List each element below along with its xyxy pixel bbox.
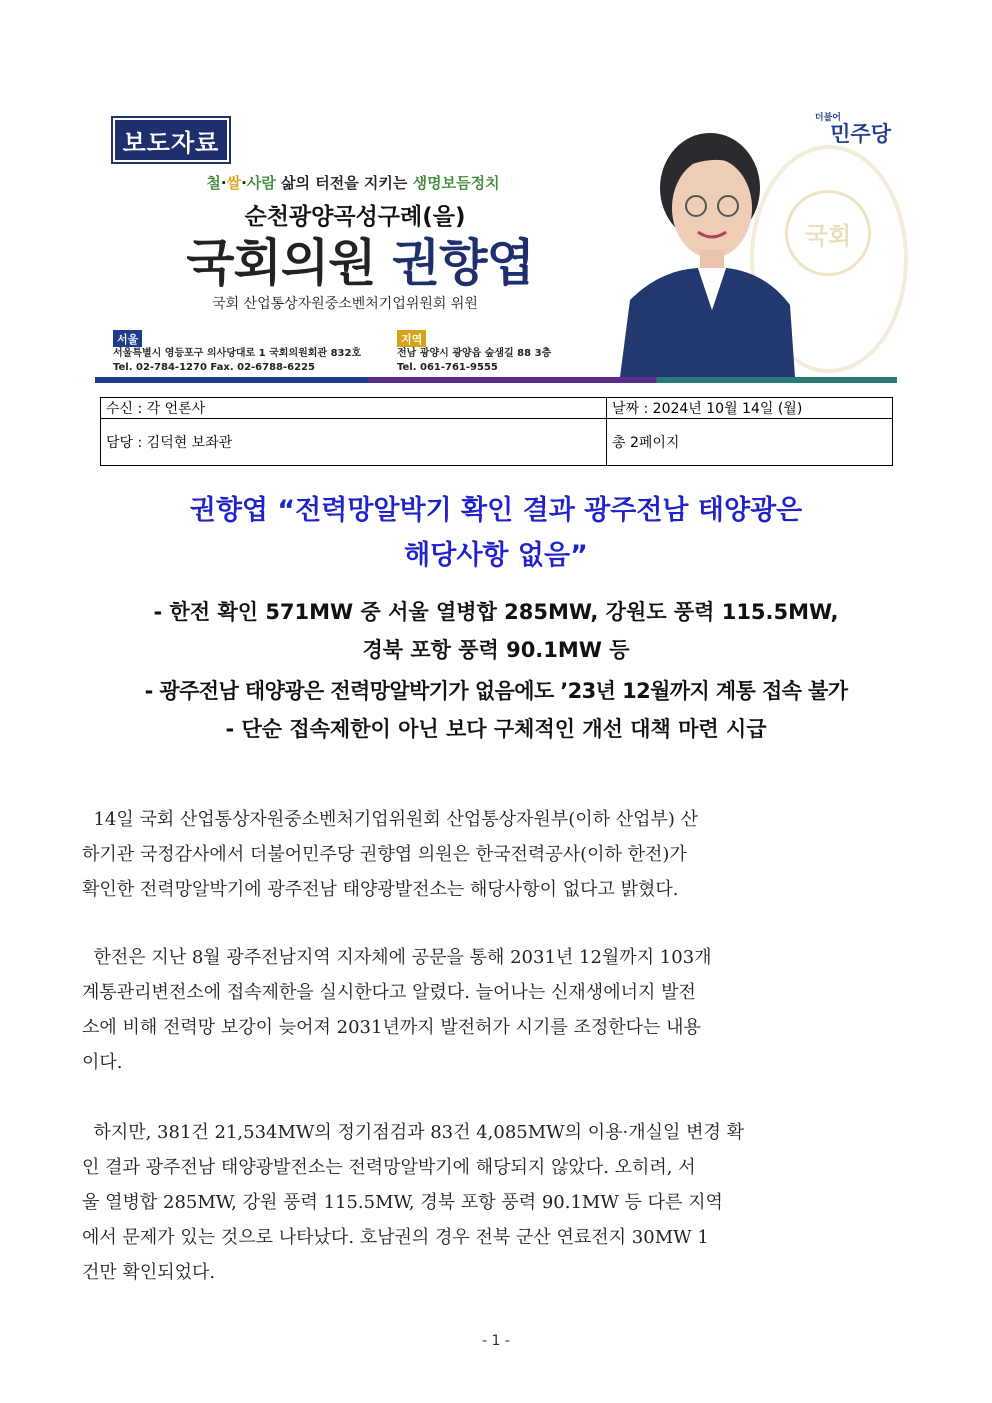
letterhead — [95, 105, 897, 385]
subtitle-3: - 단순 접속제한이 아닌 보다 구체적인 개선 대책 마련 시급 — [225, 717, 767, 741]
headline — [90, 488, 902, 578]
headline-line-2: 해당사항 없음” — [404, 540, 588, 571]
subtitle-1-cont: 경북 포항 풍력 90.1MW 등 — [362, 638, 630, 662]
press-release-badge: 보도자료 — [113, 118, 229, 162]
district-name: 순천광양곡성구례(을) — [244, 204, 466, 230]
recipient-cell: 수신 : 각 언론사 — [101, 398, 607, 419]
subtitle-2: - 광주전남 태양광은 전력망알박기가 없음에도 ’23년 12월까지 계통 접속 불가 — [144, 679, 848, 703]
subtitle-1: - 한전 확인 571MW 중 서울 열병합 285MW, 강원도 풍력 115.5MW, — [153, 600, 839, 624]
header-color-bar — [95, 377, 897, 383]
contact-cell: 담당 : 김덕현 보좌관 — [101, 419, 607, 466]
seoul-tag: 서울 — [113, 330, 142, 347]
distribution-table — [100, 397, 893, 466]
body-paragraph-1: 14일 국회 산업통상자원중소벤처기업위원회 산업통상자원부(이하 산업부) 산 하기관 국정감사에서 더불어민주당 권향엽 의원은 한국전력공사(이하 한전)가 확인한 전력망알박기에 광주전남 태양광발전소는 해당사항이 없다고 밝혔다. — [82, 809, 699, 900]
page-count-cell: 총 2페이지 — [607, 419, 893, 466]
local-tag: 지역 — [397, 330, 426, 347]
body-paragraph-2: 한전은 지난 8월 광주전남지역 지자체에 공문을 통해 2031년 12월까지 103개 계통관리변전소에 접속제한을 실시한다고 알렸다. 늘어나는 신재생에너지 발전 소에 비해 전력망 보강이 늦어져 2031년까지 발전허가 시기를 조정한다는 내용 이다. — [82, 947, 712, 1073]
lawmaker-name: 국회의원 권향엽 — [186, 234, 534, 292]
local-address: 전남 광양시 광양읍 숲샘길 88 3층 Tel. 061-761-9555 — [397, 348, 552, 373]
body-paragraph-3: 하지만, 381건 21,534MW의 정기점검과 83건 4,085MW의 이용·개실일 변경 확 인 결과 광주전남 태양광발전소는 전력망알박기에 해당되지 않았다. 오히려, 서 울 열병합 285MW, 강원 풍력 115.5MW, 경북 포항 풍력 90.1MW 등 다른 지역 에서 문제가 있는 것으로 나타났다. 호남권의 경우 전북 군산 연료전지 30MW 1 건만 확인되었다. — [82, 1122, 745, 1283]
date-cell: 날짜 : 2024년 10월 14일 (월) — [607, 398, 893, 419]
page-number: - 1 - — [482, 1333, 510, 1349]
party-logo: 더불어 민주당 — [814, 113, 891, 146]
lawmaker-portrait — [600, 110, 795, 377]
assembly-seal: 국회 — [785, 190, 871, 276]
slogan: 철·쌀·사람 삶의 터전을 지키는 생명보듬정치 — [206, 174, 500, 192]
headline-line-1: 권향엽 “전력망알박기 확인 결과 광주전남 태양광은 — [189, 495, 803, 526]
seoul-address: 서울특별시 영등포구 의사당대로 1 국회의원회관 832호 Tel. 02-784-1270 Fax. 02-6788-6225 — [113, 348, 362, 373]
committee-membership: 국회 산업통상자원중소벤처기업위원회 위원 — [212, 296, 478, 312]
